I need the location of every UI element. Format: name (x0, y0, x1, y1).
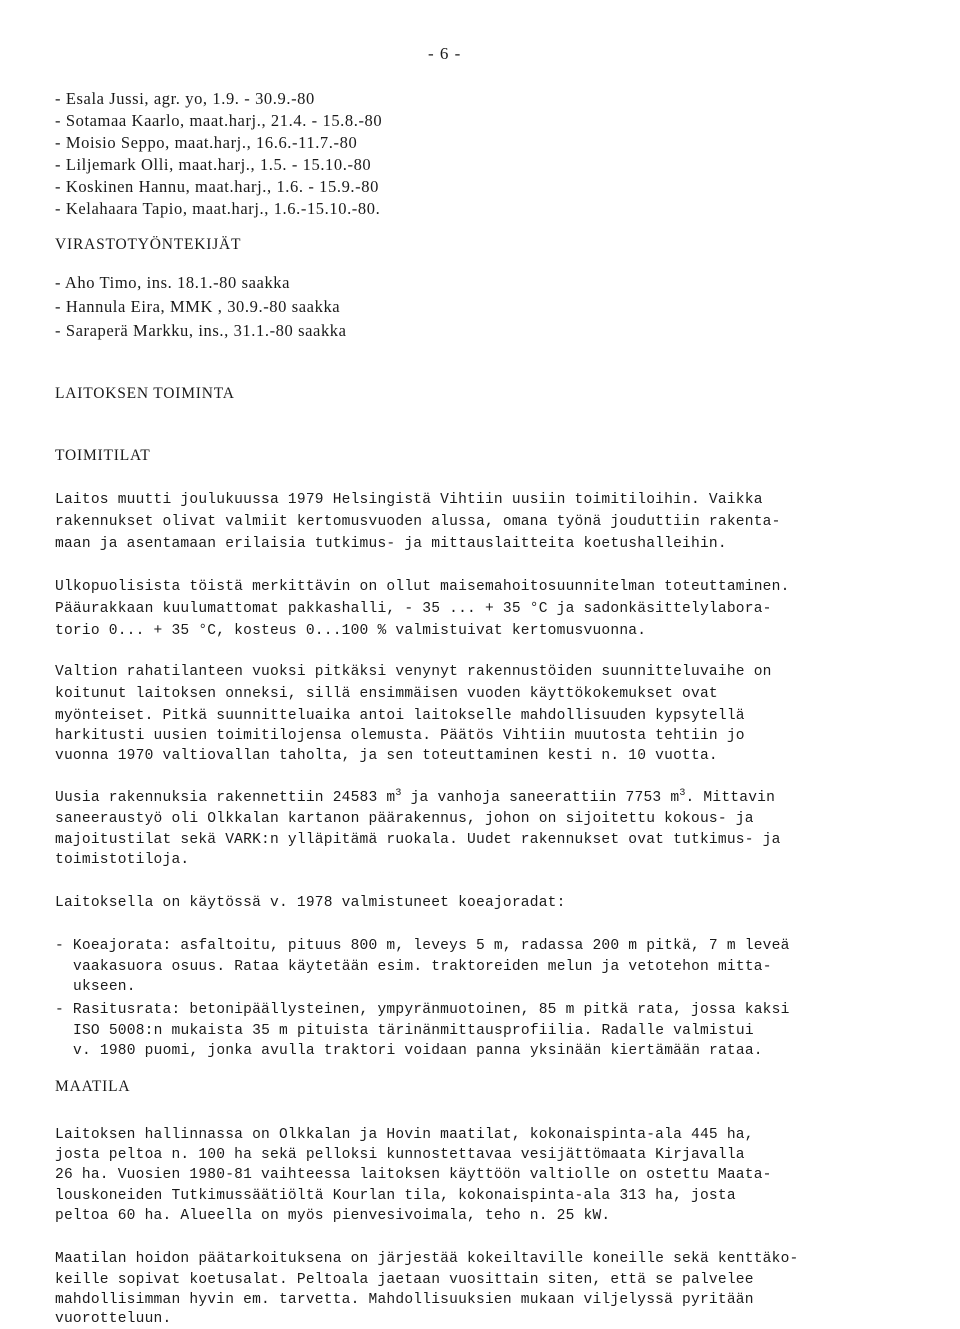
paragraph-line (55, 788, 775, 808)
paragraph-line: vuonna 1970 valtiovallan taholta, ja sen toteuttaminen kesti n. 10 vuotta. (55, 748, 718, 764)
paragraph-line: majoitustilat sekä VARK:n ylläpitämä ruokala. Uudet rakennukset ovat tutkimus- ja (55, 832, 781, 848)
list-item: - Hannula Eira, MMK , 30.9.-80 saakka (55, 297, 341, 316)
paragraph-line: koitunut laitoksen onneksi, sillä ensimmäisen vuoden käyttökokemukset ovat (55, 686, 718, 702)
list-item-continuation: vaakasuora osuus. Rataa käytetään esim. traktoreiden melun ja vetotehon mitta- (73, 959, 772, 975)
paragraph-line: Laitoksen hallinnassa on Olkkalan ja Hovin maatilat, kokonaispinta-ala 445 ha, (55, 1127, 754, 1143)
paragraph-line: Maatilan hoidon päätarkoituksena on järjestää kokeiltaville koneille sekä kenttäko- (55, 1251, 799, 1267)
superscript: 3 (679, 788, 686, 799)
text-segment: . Mittavin (685, 790, 776, 806)
paragraph-line: Pääurakkaan kuulumattomat pakkashalli, - 35 ... + 35 °C ja sadonkäsittelylabora- (55, 601, 772, 617)
list-item: - Koeajorata: asfaltoitu, pituus 800 m, leveys 5 m, radassa 200 m pitkä, 7 m leveä (55, 938, 790, 954)
paragraph-line: vuorotteluun. (55, 1311, 172, 1327)
paragraph-line: toimistotiloja. (55, 852, 190, 868)
maatila-heading: MAATILA (55, 1078, 131, 1095)
list-item: - Kelahaara Tapio, maat.harj., 1.6.-15.10.-80. (55, 199, 381, 218)
paragraph-line: rakennukset olivat valmiit kertomusvuoden alussa, omana työnä jouduttiin rakenta- (55, 514, 781, 530)
paragraph-line: mahdollisimman hyvin em. tarvetta. Mahdollisuuksien mukaan viljelyssä pyritään (55, 1292, 754, 1308)
paragraph-line: torio 0... + 35 °C, kosteus 0...100 % valmistuivat kertomusvuonna. (55, 623, 647, 639)
paragraph-line: josta peltoa n. 100 ha sekä pelloksi kunnostettavaa vesijättömaata Kirjavalla (55, 1147, 745, 1163)
section-heading: LAITOKSEN TOIMINTA (55, 385, 235, 402)
list-item: - Moisio Seppo, maat.harj., 16.6.-11.7.-80 (55, 133, 358, 152)
list-item: - Rasitusrata: betonipäällysteinen, ympyränmuotoinen, 85 m pitkä rata, jossa kaksi (55, 1002, 790, 1018)
list-item: - Aho Timo, ins. 18.1.-80 saakka (55, 273, 291, 292)
list-item-continuation: v. 1980 puomi, jonka avulla traktori voidaan panna yksinään kiertämään rataa. (73, 1043, 763, 1059)
paragraph-line: Ulkopuolisista töistä merkittävin on ollut maisemahoitosuunnitelman toteuttaminen. (55, 579, 790, 595)
paragraph-line: louskoneiden Tutkimussäätiöltä Kourlan tila, kokonaispinta-ala 313 ha, josta (55, 1188, 736, 1204)
list-item: - Saraperä Markku, ins., 31.1.-80 saakka (55, 321, 347, 340)
text-segment: ja vanhoja saneerattiin 7753 m (401, 790, 680, 806)
virasto-heading: VIRASTOTYÖNTEKIJÄT (55, 236, 242, 253)
paragraph-line: Laitoksella on käytössä v. 1978 valmistuneet koeajoradat: (55, 895, 566, 911)
paragraph-line: Laitos muutti joulukuussa 1979 Helsingistä Vihtiin uusiin toimitiloihin. Vaikka (55, 492, 763, 508)
paragraph-line: myönteiset. Pitkä suunnitteluaika antoi laitokselle mahdollisuuden kypsytellä (55, 708, 745, 724)
toimitilat-heading: TOIMITILAT (55, 447, 151, 464)
list-item: - Liljemark Olli, maat.harj., 1.5. - 15.10.-80 (55, 155, 372, 174)
list-item: - Esala Jussi, agr. yo, 1.9. - 30.9.-80 (55, 89, 315, 108)
paragraph-line: keille sopivat koetusalat. Peltoala jaetaan vuosittain siten, että se palvelee (55, 1272, 754, 1288)
paragraph-line: peltoa 60 ha. Alueella on myös pienvesivoimala, teho n. 25 kW. (55, 1208, 611, 1224)
list-item-continuation: ISO 5008:n mukaista 35 m pituista tärinänmittausprofiilia. Radalle valmistui (73, 1023, 754, 1039)
list-item: - Koskinen Hannu, maat.harj., 1.6. - 15.9.-80 (55, 177, 379, 196)
paragraph-line: maan ja asentamaan erilaisia tutkimus- ja mittauslaitteita koetushalleihin. (55, 536, 727, 552)
paragraph-line: harkitusti uusien toimitilojensa olemusta. Päätös Vihtiin muutosta tehtiin jo (55, 728, 745, 744)
paragraph-line: Valtion rahatilanteen vuoksi pitkäksi venynyt rakennustöiden suunnitteluvaihe on (55, 664, 772, 680)
paragraph-line: saneeraustyö oli Olkkalan kartanon päärakennus, johon on sijoitettu kokous- ja (55, 811, 754, 827)
list-item-continuation: ukseen. (73, 979, 136, 995)
list-item: - Sotamaa Kaarlo, maat.harj., 21.4. - 15.8.-80 (55, 111, 383, 130)
text-segment: Uusia rakennuksia rakennettiin 24583 m (55, 790, 396, 806)
paragraph-line: 26 ha. Vuosien 1980-81 vaihteessa laitoksen käyttöön valtiolle on ostettu Maata- (55, 1167, 772, 1183)
page-number: - 6 - (428, 44, 462, 63)
superscript: 3 (395, 788, 402, 799)
